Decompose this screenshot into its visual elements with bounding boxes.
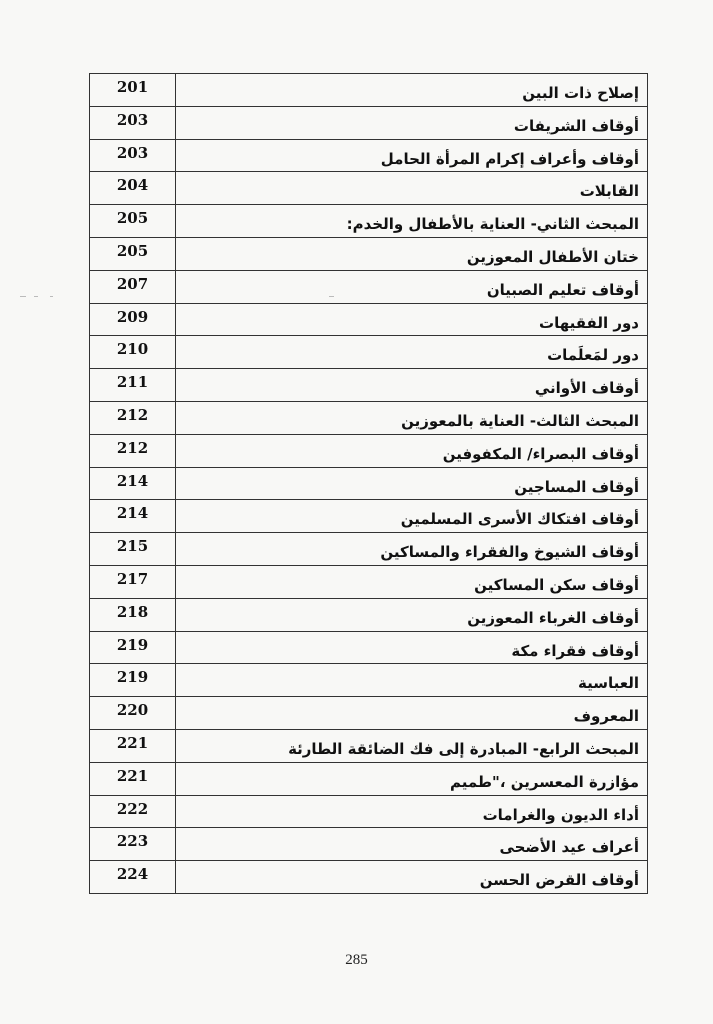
toc-entry-title: أوقاف القرض الحسن — [176, 861, 648, 894]
toc-entry-title: أوقاف المساجين — [176, 467, 648, 500]
toc-page-number: 212 — [90, 401, 176, 434]
toc-row — [90, 139, 648, 172]
toc-row — [90, 106, 648, 139]
toc-page-number: 214 — [90, 500, 176, 533]
toc-page-number: 210 — [90, 336, 176, 369]
table-of-contents — [89, 73, 648, 894]
scan-speck — [50, 296, 53, 297]
toc-row — [90, 270, 648, 303]
toc-page-number: 209 — [90, 303, 176, 336]
toc-entry-title: أداء الديون والغرامات — [176, 795, 648, 828]
toc-entry-title: أوقاف افتكاك الأسرى المسلمين — [176, 500, 648, 533]
toc-page-number: 205 — [90, 237, 176, 270]
toc-row — [90, 861, 648, 894]
toc-entry-title: أوقاف الشريفات — [176, 106, 648, 139]
scan-speck — [329, 296, 334, 297]
toc-row — [90, 795, 648, 828]
toc-body — [90, 74, 648, 894]
toc-row — [90, 205, 648, 238]
toc-entry-title: القابلات — [176, 172, 648, 205]
toc-page-number: 207 — [90, 270, 176, 303]
scan-speck — [34, 296, 38, 297]
toc-page-number: 212 — [90, 434, 176, 467]
toc-page-number: 218 — [90, 598, 176, 631]
toc-entry-title: المبحث الرابع- المبادرة إلى فك الضائقة الطارئة — [176, 729, 648, 762]
toc-row — [90, 172, 648, 205]
page-number: 285 — [345, 952, 368, 968]
toc-entry-title: مؤازرة المعسرين ،"طميم — [176, 762, 648, 795]
toc-entry-title: المبحث الثالث- العناية بالمعوزين — [176, 401, 648, 434]
toc-row — [90, 664, 648, 697]
toc-entry-title: دور لمَعلَمات — [176, 336, 648, 369]
toc-entry-title: العباسية — [176, 664, 648, 697]
toc-row — [90, 401, 648, 434]
toc-row — [90, 828, 648, 861]
toc-row — [90, 303, 648, 336]
toc-page-number: 205 — [90, 205, 176, 238]
toc-page-number: 220 — [90, 697, 176, 730]
toc-page-number: 219 — [90, 631, 176, 664]
toc-row — [90, 729, 648, 762]
toc-page-number: 215 — [90, 533, 176, 566]
scan-speck — [20, 296, 26, 297]
toc-page-number: 219 — [90, 664, 176, 697]
toc-page-number: 223 — [90, 828, 176, 861]
toc-row — [90, 762, 648, 795]
toc-entry-title: إصلاح ذات البين — [176, 74, 648, 107]
toc-row — [90, 697, 648, 730]
toc-row — [90, 74, 648, 107]
toc-entry-title: أعراف عيد الأضحى — [176, 828, 648, 861]
toc-entry-title: أوقاف الشيوخ والفقراء والمساكين — [176, 533, 648, 566]
toc-entry-title: أوقاف فقراء مكة — [176, 631, 648, 664]
toc-row — [90, 565, 648, 598]
toc-row — [90, 631, 648, 664]
toc-page-number: 224 — [90, 861, 176, 894]
toc-page-number: 221 — [90, 729, 176, 762]
toc-page-number: 211 — [90, 369, 176, 402]
toc-entry-title: أوقاف الأواني — [176, 369, 648, 402]
toc-page-number: 222 — [90, 795, 176, 828]
toc-page-number: 201 — [90, 74, 176, 107]
toc-row — [90, 369, 648, 402]
toc-entry-title: دور الفقيهات — [176, 303, 648, 336]
toc-row — [90, 237, 648, 270]
toc-page-number: 221 — [90, 762, 176, 795]
toc-page-number: 203 — [90, 106, 176, 139]
toc-entry-title: المبحث الثاني- العناية بالأطفال والخدم: — [176, 205, 648, 238]
toc-entry-title: أوقاف الغرباء المعوزين — [176, 598, 648, 631]
toc-row — [90, 336, 648, 369]
toc-row — [90, 434, 648, 467]
toc-entry-title: أوقاف وأعراف إكرام المرأة الحامل — [176, 139, 648, 172]
toc-entry-title: أوقاف البصراء/ المكفوفين — [176, 434, 648, 467]
toc-page-number: 203 — [90, 139, 176, 172]
toc-entry-title: أوقاف تعليم الصبيان — [176, 270, 648, 303]
toc-entry-title: أوقاف سكن المساكين — [176, 565, 648, 598]
toc-row — [90, 598, 648, 631]
toc-row — [90, 467, 648, 500]
toc-page-number: 217 — [90, 565, 176, 598]
toc-page-number: 214 — [90, 467, 176, 500]
toc-entry-title: ختان الأطفال المعوزين — [176, 237, 648, 270]
toc-row — [90, 500, 648, 533]
toc-page-number: 204 — [90, 172, 176, 205]
toc-entry-title: المعروف — [176, 697, 648, 730]
toc-row — [90, 533, 648, 566]
